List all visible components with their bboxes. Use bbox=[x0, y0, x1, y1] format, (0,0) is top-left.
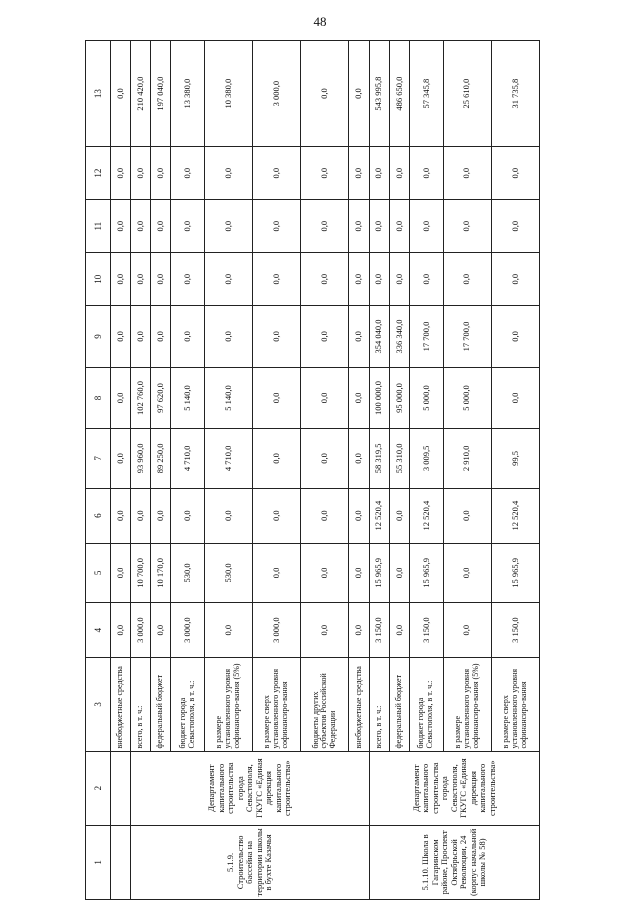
funding-source-cell: в размере установленного уровня софинансиро-вания (5%) bbox=[443, 658, 491, 751]
col-header: 9 bbox=[86, 306, 111, 368]
amount-cell: 5 000,0 bbox=[443, 367, 491, 429]
amount-cell: 0,0 bbox=[409, 200, 443, 253]
amount-cell: 0,0 bbox=[253, 429, 301, 488]
executor-cell bbox=[111, 751, 131, 825]
amount-cell: 0,0 bbox=[131, 200, 151, 253]
amount-cell: 12 520,4 bbox=[491, 488, 539, 543]
amount-cell: 5 000,0 bbox=[409, 367, 443, 429]
amount-cell: 0,0 bbox=[131, 147, 151, 200]
amount-cell: 0,0 bbox=[409, 253, 443, 306]
amount-cell: 0,0 bbox=[151, 306, 171, 368]
amount-cell: 17 700,0 bbox=[443, 306, 491, 368]
amount-cell: 0,0 bbox=[443, 253, 491, 306]
col-header: 6 bbox=[86, 488, 111, 543]
amount-cell: 4 710,0 bbox=[205, 429, 253, 488]
amount-cell: 0,0 bbox=[171, 253, 205, 306]
amount-cell: 336 340,0 bbox=[389, 306, 409, 368]
amount-cell: 0,0 bbox=[253, 147, 301, 200]
amount-cell: 0,0 bbox=[111, 488, 131, 543]
amount-cell: 0,0 bbox=[301, 603, 349, 658]
amount-cell: 530,0 bbox=[205, 543, 253, 602]
amount-cell: 0,0 bbox=[151, 603, 171, 658]
amount-cell: 10 700,0 bbox=[131, 543, 151, 602]
amount-cell: 0,0 bbox=[301, 147, 349, 200]
amount-cell: 0,0 bbox=[389, 253, 409, 306]
amount-cell: 10 170,0 bbox=[151, 543, 171, 602]
amount-cell: 0,0 bbox=[151, 488, 171, 543]
amount-cell: 0,0 bbox=[301, 41, 349, 147]
amount-cell: 0,0 bbox=[349, 200, 369, 253]
amount-cell: 486 650,0 bbox=[389, 41, 409, 147]
amount-cell: 0,0 bbox=[111, 253, 131, 306]
budget-table bbox=[85, 40, 540, 900]
amount-cell: 58 319,5 bbox=[369, 429, 389, 488]
amount-cell: 89 250,0 bbox=[151, 429, 171, 488]
amount-cell: 0,0 bbox=[205, 147, 253, 200]
amount-cell: 0,0 bbox=[171, 200, 205, 253]
col-header: 12 bbox=[86, 147, 111, 200]
amount-cell: 0,0 bbox=[111, 367, 131, 429]
amount-cell: 25 610,0 bbox=[443, 41, 491, 147]
amount-cell: 0,0 bbox=[491, 367, 539, 429]
amount-cell: 0,0 bbox=[253, 488, 301, 543]
col-header: 4 bbox=[86, 603, 111, 658]
funding-source-cell: в размере сверх установленного уровня софинансиро-вания bbox=[253, 658, 301, 751]
amount-cell: 0,0 bbox=[205, 200, 253, 253]
funding-source-cell: бюджет города Севастополя, в т. ч.: bbox=[171, 658, 205, 751]
table-row bbox=[131, 41, 151, 900]
amount-cell: 3 150,0 bbox=[409, 603, 443, 658]
amount-cell: 15 965,9 bbox=[369, 543, 389, 602]
amount-cell: 102 760,0 bbox=[131, 367, 151, 429]
amount-cell: 0,0 bbox=[131, 253, 151, 306]
amount-cell: 0,0 bbox=[389, 603, 409, 658]
funding-source-cell: федеральный бюджет bbox=[389, 658, 409, 751]
amount-cell: 0,0 bbox=[349, 429, 369, 488]
amount-cell: 543 995,8 bbox=[369, 41, 389, 147]
amount-cell: 13 380,0 bbox=[171, 41, 205, 147]
col-header: 5 bbox=[86, 543, 111, 602]
amount-cell: 3 000,0 bbox=[253, 603, 301, 658]
col-header: 10 bbox=[86, 253, 111, 306]
amount-cell: 0,0 bbox=[443, 603, 491, 658]
table-row bbox=[369, 41, 389, 900]
funding-source-cell: внебюджетные средства bbox=[349, 658, 369, 751]
amount-cell: 3 000,0 bbox=[131, 603, 151, 658]
amount-cell: 0,0 bbox=[349, 603, 369, 658]
table-frame bbox=[85, 40, 540, 900]
col-header: 8 bbox=[86, 367, 111, 429]
amount-cell: 5 140,0 bbox=[171, 367, 205, 429]
amount-cell: 0,0 bbox=[389, 543, 409, 602]
amount-cell: 0,0 bbox=[301, 429, 349, 488]
funding-source-cell: федеральный бюджет bbox=[151, 658, 171, 751]
amount-cell: 10 380,0 bbox=[205, 41, 253, 147]
amount-cell: 0,0 bbox=[349, 488, 369, 543]
amount-cell: 0,0 bbox=[349, 306, 369, 368]
amount-cell: 0,0 bbox=[111, 429, 131, 488]
amount-cell: 0,0 bbox=[131, 488, 151, 543]
amount-cell: 0,0 bbox=[111, 200, 131, 253]
amount-cell: 0,0 bbox=[171, 147, 205, 200]
amount-cell: 0,0 bbox=[301, 253, 349, 306]
amount-cell: 0,0 bbox=[111, 543, 131, 602]
amount-cell: 31 735,8 bbox=[491, 41, 539, 147]
amount-cell: 0,0 bbox=[151, 200, 171, 253]
amount-cell: 0,0 bbox=[301, 488, 349, 543]
amount-cell: 12 520,4 bbox=[369, 488, 389, 543]
amount-cell: 93 960,0 bbox=[131, 429, 151, 488]
amount-cell: 197 040,0 bbox=[151, 41, 171, 147]
executor-cell: Департамент капитального строительства города Севастополя, ГКУГС «Единая дирекция капитального строительства» bbox=[369, 751, 539, 825]
amount-cell: 55 310,0 bbox=[389, 429, 409, 488]
col-header: 1 bbox=[86, 825, 111, 899]
amount-cell: 0,0 bbox=[491, 147, 539, 200]
col-header: 3 bbox=[86, 658, 111, 751]
amount-cell: 0,0 bbox=[205, 603, 253, 658]
amount-cell: 99,5 bbox=[491, 429, 539, 488]
amount-cell: 15 965,9 bbox=[491, 543, 539, 602]
amount-cell: 0,0 bbox=[349, 367, 369, 429]
amount-cell: 17 700,0 bbox=[409, 306, 443, 368]
funding-source-cell: внебюджетные средства bbox=[111, 658, 131, 751]
amount-cell: 0,0 bbox=[369, 200, 389, 253]
amount-cell: 0,0 bbox=[491, 200, 539, 253]
amount-cell: 0,0 bbox=[491, 253, 539, 306]
amount-cell: 0,0 bbox=[349, 543, 369, 602]
item-name-cell: 5.1.10. Школа в Гагаринском районе, Проспект Октябрьской Революции, 24 (корпус начальной школы № 58) bbox=[369, 825, 539, 899]
item-name-cell: 5.1.9. Строительство бассейна на территории школы в бухте Казачья bbox=[131, 825, 369, 899]
amount-cell: 100 000,0 bbox=[369, 367, 389, 429]
amount-cell: 12 520,4 bbox=[409, 488, 443, 543]
table-body bbox=[111, 41, 540, 900]
amount-cell: 2 910,0 bbox=[443, 429, 491, 488]
item-name-cell bbox=[111, 825, 131, 899]
funding-source-cell: в размере сверх установленного уровня софинансиро-вания bbox=[491, 658, 539, 751]
amount-cell: 0,0 bbox=[349, 147, 369, 200]
funding-source-cell: бюджеты других субъектов Российской Федерации bbox=[301, 658, 349, 751]
executor-cell: Департамент капитального строительства города Севастополя, ГКУГС «Единая дирекция капитального строительства» bbox=[131, 751, 369, 825]
amount-cell: 3 150,0 bbox=[491, 603, 539, 658]
amount-cell: 0,0 bbox=[443, 543, 491, 602]
amount-cell: 0,0 bbox=[171, 488, 205, 543]
amount-cell: 0,0 bbox=[301, 306, 349, 368]
rotated-table-container bbox=[85, 40, 540, 900]
amount-cell: 0,0 bbox=[171, 306, 205, 368]
amount-cell: 0,0 bbox=[205, 488, 253, 543]
funding-source-cell: в размере установленного уровня софинансиро-вания (5%) bbox=[205, 658, 253, 751]
amount-cell: 0,0 bbox=[111, 306, 131, 368]
amount-cell: 0,0 bbox=[491, 306, 539, 368]
amount-cell: 0,0 bbox=[205, 253, 253, 306]
amount-cell: 0,0 bbox=[369, 147, 389, 200]
amount-cell: 0,0 bbox=[443, 488, 491, 543]
amount-cell: 0,0 bbox=[111, 41, 131, 147]
amount-cell: 0,0 bbox=[253, 200, 301, 253]
col-header: 11 bbox=[86, 200, 111, 253]
amount-cell: 0,0 bbox=[301, 200, 349, 253]
amount-cell: 4 710,0 bbox=[171, 429, 205, 488]
amount-cell: 0,0 bbox=[151, 253, 171, 306]
amount-cell: 0,0 bbox=[349, 41, 369, 147]
amount-cell: 0,0 bbox=[369, 253, 389, 306]
funding-source-cell: всего, в т. ч.: bbox=[369, 658, 389, 751]
amount-cell: 0,0 bbox=[389, 488, 409, 543]
amount-cell: 0,0 bbox=[301, 367, 349, 429]
amount-cell: 0,0 bbox=[253, 367, 301, 429]
amount-cell: 0,0 bbox=[253, 306, 301, 368]
col-header: 7 bbox=[86, 429, 111, 488]
amount-cell: 95 000,0 bbox=[389, 367, 409, 429]
amount-cell: 0,0 bbox=[301, 543, 349, 602]
amount-cell: 0,0 bbox=[389, 200, 409, 253]
amount-cell: 354 040,0 bbox=[369, 306, 389, 368]
amount-cell: 3 000,0 bbox=[253, 41, 301, 147]
amount-cell: 3 150,0 bbox=[369, 603, 389, 658]
amount-cell: 15 965,9 bbox=[409, 543, 443, 602]
amount-cell: 0,0 bbox=[151, 147, 171, 200]
amount-cell: 210 420,0 bbox=[131, 41, 151, 147]
amount-cell: 0,0 bbox=[349, 253, 369, 306]
amount-cell: 0,0 bbox=[443, 200, 491, 253]
amount-cell: 0,0 bbox=[205, 306, 253, 368]
amount-cell: 57 345,8 bbox=[409, 41, 443, 147]
amount-cell: 0,0 bbox=[111, 147, 131, 200]
amount-cell: 0,0 bbox=[443, 147, 491, 200]
col-header: 2 bbox=[86, 751, 111, 825]
amount-cell: 97 620,0 bbox=[151, 367, 171, 429]
funding-source-cell: бюджет города Севастополя, в т. ч.: bbox=[409, 658, 443, 751]
column-number-row bbox=[86, 41, 111, 900]
amount-cell: 3 000,0 bbox=[171, 603, 205, 658]
funding-source-cell: всего, в т. ч.: bbox=[131, 658, 151, 751]
amount-cell: 0,0 bbox=[111, 603, 131, 658]
page-number: 48 bbox=[313, 14, 327, 29]
amount-cell: 0,0 bbox=[389, 147, 409, 200]
amount-cell: 0,0 bbox=[253, 543, 301, 602]
amount-cell: 0,0 bbox=[253, 253, 301, 306]
amount-cell: 5 140,0 bbox=[205, 367, 253, 429]
amount-cell: 3 009,5 bbox=[409, 429, 443, 488]
amount-cell: 530,0 bbox=[171, 543, 205, 602]
amount-cell: 0,0 bbox=[131, 306, 151, 368]
col-header: 13 bbox=[86, 41, 111, 147]
amount-cell: 0,0 bbox=[409, 147, 443, 200]
table-row bbox=[111, 41, 131, 900]
